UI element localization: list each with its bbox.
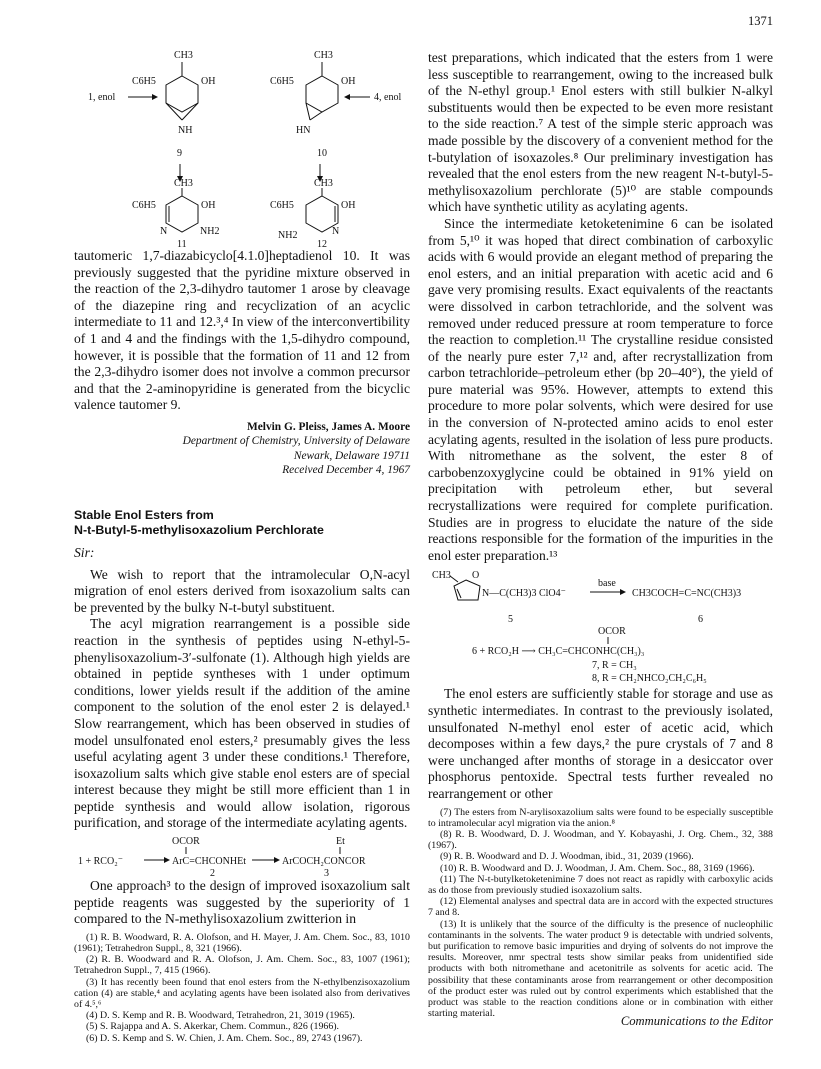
scheme-addition: 6 + RCO₂H ⟶ CH₃C=CHCONHC(CH₃)₃: [472, 646, 645, 658]
article-heading-line-2: N-t-Butyl-5-methylisoxazolium Perchlorate: [74, 523, 324, 538]
scheme-label-2: 2: [210, 868, 215, 879]
footnote-7: (7) The esters from N-arylisoxazolium salts were found to be especially susceptible to intramolecular acyl migration via the anion.⁸: [428, 806, 773, 829]
scheme-product: ArCOCH₂CONCOR: [282, 856, 366, 868]
label-compound-11: 11: [177, 239, 187, 248]
scheme-r7: 7, R = CH₃: [592, 660, 637, 672]
right-paragraph-3: The enol esters are sufficiently stable for storage and use as synthetic intermediates. In contrast to the previously isolated, unsulfonated N-methyl enol ester of acetic acid, which decomposes within a few days,² the pure crystals of 7 and 8 were unchanged after months of storage in a desiccator over phosphorus pentoxide. Spectral tests further revealed no rearrangement or other: [428, 686, 773, 801]
label-n-11: N: [160, 226, 168, 237]
left-paragraph-1: tautomeric 1,7-diazabicyclo[4.1.0]heptadienol 10. It was previously suggested that the pyridine mixture observed in the reaction of the 2,3-dihydro tautomer 1 arose by cleavage of the diazepine ring and recyclization of an acyclic intermediate to 11 and 12.³,⁴ In view of the interconvertibility of 1 and 4 and the findings with the 1,5-dihydro compound, however, it is possible that the formation of 11 and 12 from the 2,3-dihydro isomer does not involve a common precursor and that the 2-aminopyridine is generated from the bicyclic valence tautomer 9.: [74, 248, 410, 413]
right-paragraph-1: test preparations, which indicated that the esters from 1 were less susceptible to rearrangement, owing to the increased bulk of the N-ethyl group.¹ Enol esters with still bulkier N-alkyl substituents would then be expected to be even more resistant to the side reaction.⁷ A test of the simple steric approach was made possible by the discovery of a convenient method for the t-butylation of isoxazoles.⁸ Our preliminary investigation has revealed that the enol esters from the new reagent N-t-butyl-5-methylisoxazolium perchlorate (5)¹⁰ are stable compounds which have synthetic utility as acylating agents.: [428, 50, 773, 215]
article-heading-line-1: Stable Enol Esters from: [74, 507, 214, 522]
salutation: Sir:: [74, 544, 95, 560]
label-ch3-10: CH3: [314, 50, 333, 61]
label-nh2-12: NH2: [278, 230, 298, 241]
label-c6h5-12: C6H5: [270, 200, 294, 211]
footnote-9: (9) R. B. Woodward and D. J. Woodman, ibid., 31, 2039 (1966).: [440, 851, 694, 863]
footnote-12: (12) Elemental analyses and spectral data are in accord with the expected structures 7 and 8.: [428, 896, 773, 919]
author-names: Melvin G. Pleiss, James A. Moore: [246, 420, 410, 433]
enol-ester-scheme: [428, 564, 773, 686]
footnote-8: (8) R. B. Woodward, D. J. Woodman, and Y. Kobayashi, J. Org. Chem., 32, 388 (1967).: [428, 828, 773, 852]
acyl-migration-scheme: [74, 832, 410, 878]
article-heading: [74, 508, 410, 539]
label-oh-12: OH: [341, 200, 356, 211]
label-nh-9: NH: [178, 125, 193, 136]
scheme-ocor: OCOR: [172, 836, 200, 848]
footnote-13: (13) It is unlikely that the source of the difficulty is the presence of nucleophilic contaminants in the solvents. The water product 9 is detectable with undried solvents, but purification to remove basic impurities and drying of solvents do not improve the results. Moreover, nmr spectral tests show similar peaks from unidentified side products with both nitromethane and acetonitrile as solvents for acetic acid. The possibility that these contaminants arose from rearrangement or other decomposition of the product ester was ruled out by control experiments which established that the product was stable to the reaction conditions alone or in combination with either starting material.: [428, 918, 773, 1020]
label-nh2-11: NH2: [200, 226, 220, 237]
label-oh-11: OH: [201, 200, 216, 211]
scheme-label-6: 6: [698, 614, 703, 626]
label-ch3-12: CH3: [314, 178, 333, 189]
left-paragraph-3: The acyl migration rearrangement is a possible side reaction in the synthesis of peptides using N-ethyl-5-phenylisoxazolium-3′-sulfonate (1). Although high yields are obtained in peptide syntheses with 1 under optimum conditions, lower yields result if the addition of the amine component to the solution of the enol ester 2 is delayed.¹ Slow rearrangement, which has been observed in studies of model unsulfonated enol esters,² presumably gives the less useful acylating agent 3 under these conditions.¹ Therefore, isoxazolium salts which give stable enol esters are of special interest because they might be still more efficient than 1 in peptide synthesis and would allow isolation, rigorous purification, and storage of the intermediate acylating agents.: [74, 616, 410, 831]
right-footnotes: [428, 807, 773, 1020]
footnote-3: (3) It has recently been found that enol esters from the N-ethylbenzisoxazolium cation (4) are stable,⁴ and acylating agents have been isolated also from derivatives of 4.⁵,⁶: [74, 976, 410, 1011]
journal-section-footer: Communications to the Editor: [620, 1014, 773, 1028]
scheme-ocor-right: OCOR: [598, 626, 626, 638]
label-ch3-11: CH3: [174, 178, 193, 189]
label-compound-12: 12: [317, 239, 327, 248]
footnote-6: (6) D. S. Kemp and S. W. Chien, J. Am. Chem. Soc., 89, 2743 (1967).: [86, 1032, 363, 1044]
label-hn-10: HN: [296, 125, 311, 136]
scheme-ketenimine: CH3COCH=C=NC(CH3)3: [632, 588, 742, 600]
label-ch3-9: CH3: [174, 50, 193, 61]
footnote-1: (1) R. B. Woodward, R. A. Olofson, and H. Mayer, J. Am. Chem. Soc., 83, 1010 (1961); Tetrahedron Suppl., 8, 321 (1966).: [74, 931, 410, 955]
author-department: Department of Chemistry, University of Delaware: [182, 435, 410, 448]
left-footnotes: [74, 932, 410, 1044]
author-city: Newark, Delaware 19711: [293, 449, 410, 462]
footnote-5: (5) S. Rajappa and A. S. Akerkar, Chem. Commun., 826 (1966).: [86, 1021, 340, 1033]
scheme-intermediate: ArC=CHCONHEt: [172, 856, 246, 868]
label-compound-9: 9: [177, 148, 182, 159]
left-column: [74, 48, 410, 1044]
left-paragraph-2: We wish to report that the intramolecular O,N-acyl migration of enol esters derived from isoxazolium salts can be prevented by the bulky N-t-butyl substituent.: [74, 566, 410, 615]
label-oh-10: OH: [341, 76, 356, 87]
page-number: 1371: [748, 14, 773, 28]
scheme-base: base: [598, 578, 616, 590]
scheme-et: Et: [336, 836, 345, 848]
label-oh-9: OH: [201, 76, 216, 87]
scheme-salt: N—C(CH3)3 ClO4⁻: [482, 588, 566, 600]
footnote-2: (2) R. B. Woodward and R. A. Olofson, J. Am. Chem. Soc., 83, 1007 (1961); Tetrahedron Suppl., 7, 415 (1966).: [74, 954, 410, 977]
label-n-12: N: [332, 226, 340, 237]
author-signature: [74, 420, 410, 478]
label-compound-10: 10: [317, 148, 327, 159]
right-column: [428, 50, 773, 1019]
scheme-o: O: [472, 570, 480, 582]
label-c6h5-9: C6H5: [132, 76, 156, 87]
label-c6h5-10: C6H5: [270, 76, 294, 87]
received-date: Received December 4, 1967: [282, 464, 410, 477]
scheme-reactants: 1 + RCO₂⁻: [78, 856, 123, 868]
label-enol-1: 1, enol: [88, 92, 116, 103]
right-paragraph-2: Since the intermediate ketoketenimine 6 can be isolated from 5,¹⁰ it was hoped that direct combination of carboxylic acids with 6 would provide an elegant method of preparing the enol esters, and an initial preparation with acetic acid and 6 gave very promising results. Exact equivalents of the reactants were dissolved in carbon tetrachloride, and the solvent was removed under reduced pressure at room temperature to force the reaction to completion.¹¹ The crystalline residue consisted of the nearly pure ester 7,¹² and, after recrystallization from carbon tetrachloride–petroleum ether (bp 20–40°), the yield of pure material was 95%. However, attempts to extend this procedure to more polar solvents, which were desired for use in the conversion of N-protected amino acids to enol ester acylating agents, resulted in the isolation of less pure products. With nitromethane as the solvent, the ester 8 of carbobenzoxyglycine could be obtained in 91% yield on precipitation with petroleum ether, but several recrystallizations were required for complete purification. Studies are in progress to elucidate the nature of the side reactions responsible for the formation of the impurities in the enol ester preparation.¹³: [428, 215, 773, 563]
footnote-11: (11) The N-t-butylketoketenimine 7 does not react as rapidly with carboxylic acids as do those from previously studied isoxazolium salts.: [428, 873, 773, 896]
footnote-4: (4) D. S. Kemp and R. B. Woodward, Tetrahedron, 21, 3019 (1965).: [86, 1010, 355, 1022]
figure-pyridine-structures: [74, 48, 410, 248]
label-enol-4: 4, enol: [374, 92, 402, 103]
scheme-r8: 8, R = CH₂NHCO₂CH₂C₆H₅: [592, 673, 707, 685]
label-c6h5-11: C6H5: [132, 200, 156, 211]
left-paragraph-4: One approach³ to the design of improved isoxazolium salt peptide reagents was suggested by the superiority of 1 compared to the N-methylisoxazolium zwitterion in: [74, 878, 410, 927]
scheme-label-5: 5: [508, 614, 513, 626]
scheme-ch3: CH3: [432, 570, 451, 582]
footnote-10: (10) R. B. Woodward and D. J. Woodman, J. Am. Chem. Soc., 88, 3169 (1966).: [440, 862, 755, 874]
scheme-label-3: 3: [324, 868, 329, 879]
